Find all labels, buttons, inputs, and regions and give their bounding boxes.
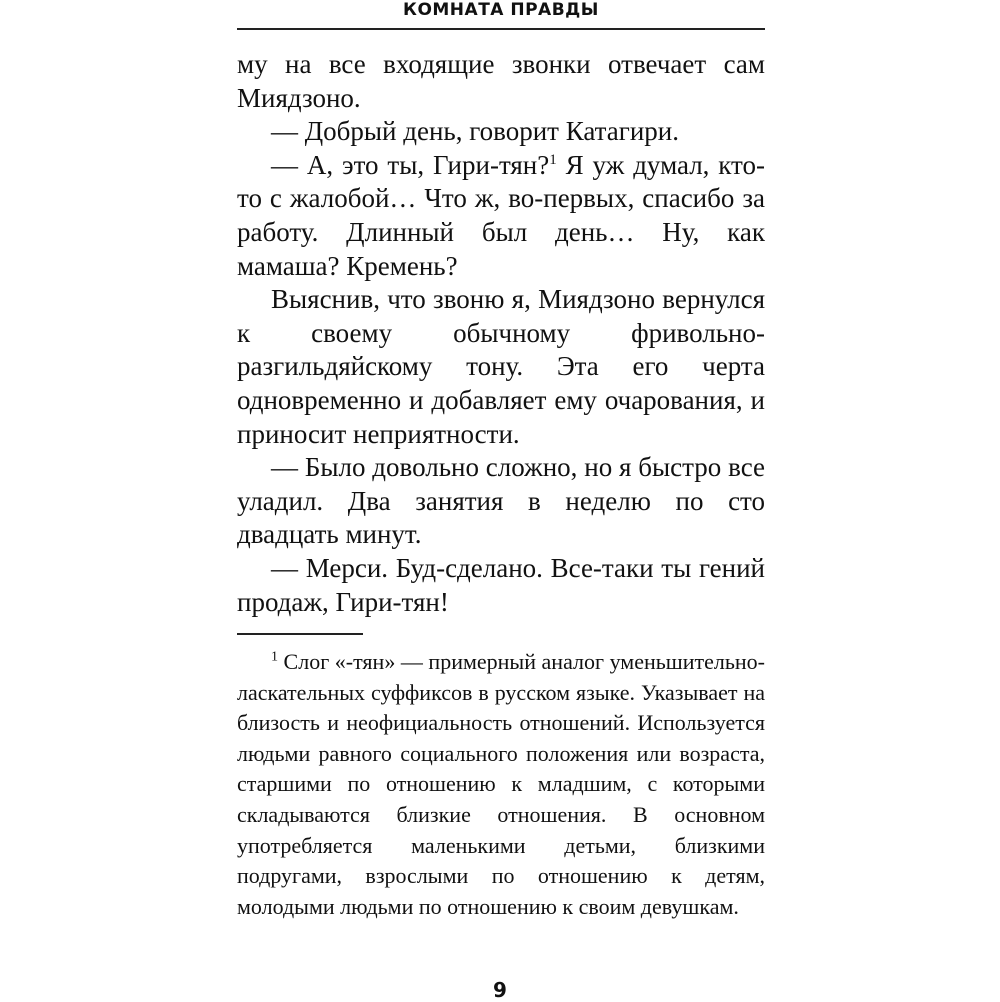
paragraph-6: — Мерси. Буд-сделано. Все-таки ты гений продаж, Гири-тян! [237,552,765,617]
page-number: 9 [493,978,507,1002]
paragraph-1: му на все входящие звонки отвечает сам Миядзоно. [237,49,765,113]
main-text [237,48,765,619]
footnote-text: Слог «-тян» — примерный аналог уменьшительно-ласкательных суффиксов в русском языке. Указывает на близость и неофициальность отношений. Используется людьми равного социального положения или возраста, старшими по отношению к младшим, с которыми складываются близкие отношения. В основном употребляется маленькими детьми, близкими подругами, взрослыми по отношению к детям, молодыми людьми по отношению к своим девушкам. [237,649,765,919]
running-header: КОМНАТА ПРАВДЫ [237,0,765,30]
paragraph-2: — Добрый день, говорит Катагири. [271,116,679,147]
footnote-reference: 1 [549,151,557,168]
footnote-marker: 1 [271,649,278,665]
paragraph-3-rest: Я уж думал, кто-то с жалобой… Что ж, во-первых, спасибо за работу. Длинный был день… Ну, как мамаша? Кремень? [237,149,765,281]
paragraph-3 [237,149,765,283]
paragraph-3-start: — А, это ты, Гири-тян? [271,149,550,180]
footnote-divider [237,633,363,635]
footnote [237,647,765,922]
footnote-paragraph [237,647,765,922]
paragraph-4: Выяснив, что звоню я, Миядзоно вернулся к своему обычному фривольно-разгильдяйскому тону. Эта его черта одновременно и добавляет ему очарования, и приносит неприятности. [237,284,765,449]
paragraph-5: — Было довольно сложно, но я быстро все уладил. Два занятия в неделю по сто двадцать минут. [237,452,765,550]
